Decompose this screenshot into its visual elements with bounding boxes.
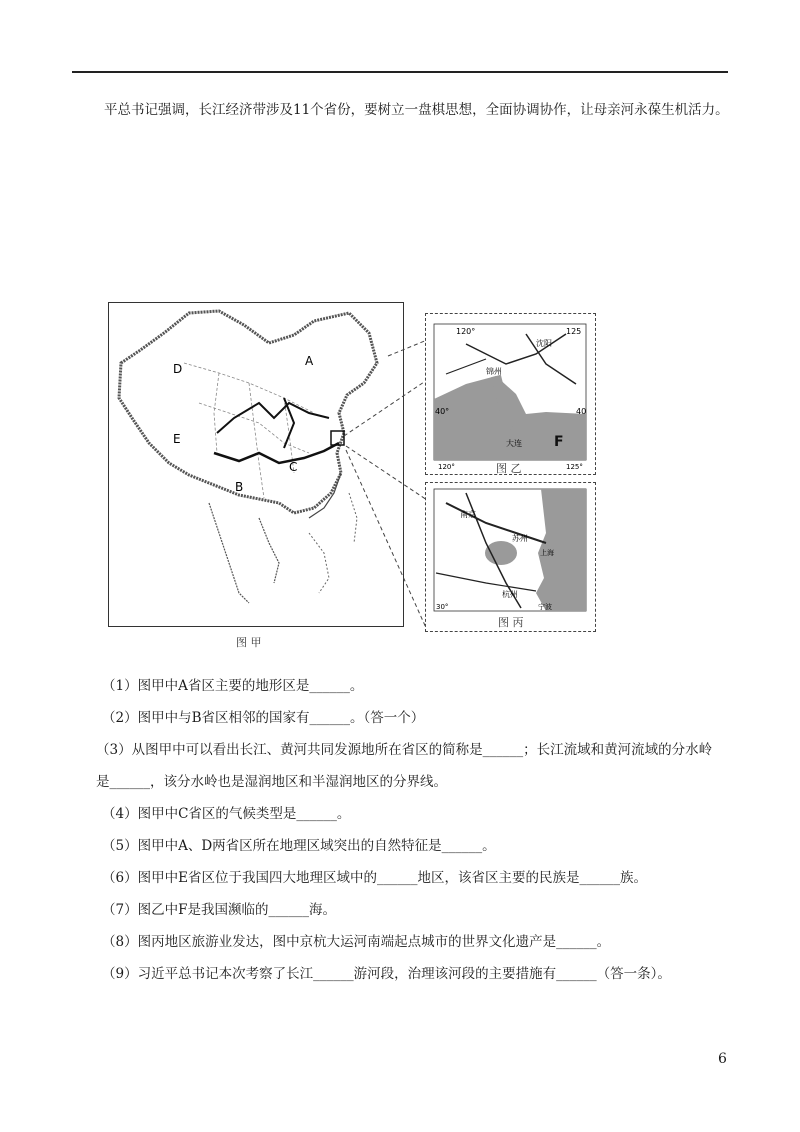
label-a: A <box>305 354 314 368</box>
lon125-label: 125 <box>566 327 582 336</box>
question-4: （4）图甲中C省区的气候类型是______。 <box>102 806 351 822</box>
map-bing <box>426 483 594 630</box>
label-f: F <box>554 434 564 450</box>
nanjing-label: 南京 <box>460 510 476 519</box>
lat40-left-label: 40° <box>435 407 450 416</box>
question-8: （8）图丙地区旅游业发达，图中京杭大运河南端起点城市的世界文化遗产是______。 <box>102 934 611 950</box>
question-1: （1）图甲中A省区主要的地形区是______。 <box>102 678 364 694</box>
question-2: （2）图甲中与B省区相邻的国家有______。（答一个） <box>102 710 425 726</box>
intro-paragraph: 平总书记强调，长江经济带涉及11个省份，要树立一盘棋思想，全面协调协作，让母亲河永葆生机活力。 <box>104 102 729 118</box>
label-e: E <box>173 432 181 446</box>
question-7: （7）图乙中F是我国濒临的______海。 <box>102 902 336 918</box>
caption-bing: 图 丙 <box>498 616 524 629</box>
jinzhou-label: 锦州 <box>486 367 502 376</box>
label-d: D <box>173 362 183 376</box>
caption-yi: 图 乙 <box>496 462 522 475</box>
question-3-line1: （3）从图甲中可以看出长江、黄河共同发源地所在省区的简称是______；长江流域和黄河流域的分水岭 <box>96 742 713 758</box>
question-6: （6）图甲中E省区位于我国四大地理区域中的______地区，该省区主要的民族是______族。 <box>102 870 647 886</box>
lon120-bottom-label: 120° <box>438 463 455 471</box>
question-9: （9）习近平总书记本次考察了长江______游河段，治理该河段的主要措施有______（答一条）。 <box>102 966 671 982</box>
lon120-label: 120° <box>456 327 476 336</box>
shenyang-label: 沈阳 <box>536 339 552 348</box>
shanghai-label: 上海 <box>540 549 554 557</box>
suzhou-label: 苏州 <box>512 534 528 543</box>
lon125-bottom-label: 125° <box>566 463 583 471</box>
map-yi-frame <box>425 313 596 475</box>
ningbo-label: 宁波 <box>538 603 552 611</box>
lat40-right-label: 40 <box>576 407 587 416</box>
question-3-line2: 是______，该分水岭也是湿润地区和半湿润地区的分界线。 <box>96 774 447 790</box>
map-bing-frame <box>425 482 596 632</box>
dalian-label: 大连 <box>506 439 522 448</box>
page-number: 6 <box>718 1051 727 1067</box>
label-b: B <box>235 480 244 494</box>
caption-jia: 图 甲 <box>236 636 262 649</box>
map-yi <box>426 314 594 473</box>
hangzhou-label: 杭州 <box>502 590 518 599</box>
question-5: （5）图甲中A、D两省区所在地理区域突出的自然特征是______。 <box>102 838 496 854</box>
label-c: C <box>289 460 298 474</box>
lat30-label: 30° <box>436 603 449 611</box>
